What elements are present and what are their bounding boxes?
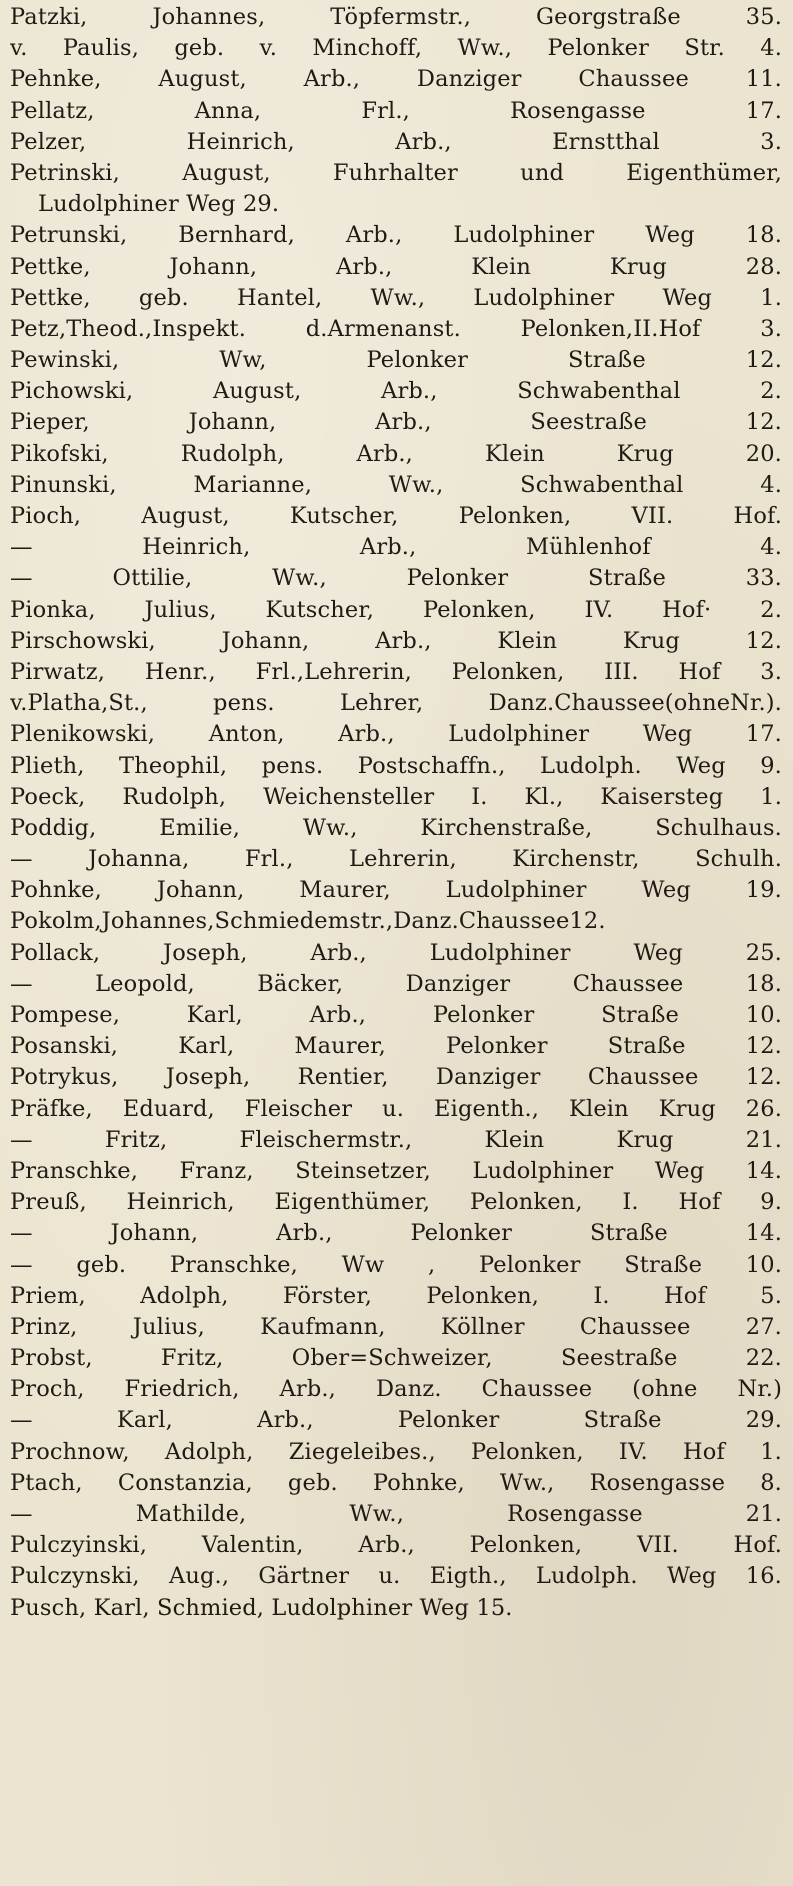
directory-entry: — Ottilie, Ww., Pelonker Straße 33. [10,565,782,592]
directory-entry: Probst, Fritz, Ober=Schweizer, Seestraße 22. [10,1345,782,1372]
directory-entry: Priem, Adolph, Förster, Pelonken, I. Hof 5. [10,1282,782,1309]
directory-entry: — geb. Pranschke, Ww , Pelonker Straße 10. [10,1251,782,1278]
directory-entry: Pionka, Julius, Kutscher, Pelonken, IV. Hof· 2. [10,596,782,623]
directory-entry: Pinunski, Marianne, Ww., Schwabenthal 4. [10,471,782,498]
directory-entry: Pulczynski, Aug., Gärtner u. Eigth., Ludolph. Weg 16. [10,1563,782,1590]
directory-entry: Potrykus, Joseph, Rentier, Danziger Chaussee 12. [10,1064,782,1091]
directory-entry-list [10,2,788,1624]
directory-entry: Petz,Theod.,Inspekt. d.Armenanst. Pelonken,II.Hof 3. [10,315,782,342]
directory-entry: — Mathilde, Ww., Rosengasse 21. [10,1501,782,1527]
directory-entry: Pelzer, Heinrich, Arb., Ernstthal 3. [10,128,782,155]
directory-entry: Pehnke, August, Arb., Danziger Chaussee 11. [10,66,782,93]
directory-entry: Poeck, Rudolph, Weichensteller I. Kl., Kaisersteg 1. [10,783,782,810]
directory-entry: — Leopold, Bäcker, Danziger Chaussee 18. [10,970,782,997]
directory-entry: Plenikowski, Anton, Arb., Ludolphiner Weg 17. [10,721,782,748]
directory-entry: Proch, Friedrich, Arb., Danz. Chaussee (ohne Nr.) [10,1376,782,1403]
directory-entry: Pohnke, Johann, Maurer, Ludolphiner Weg 19. [10,877,782,904]
directory-entry: Poddig, Emilie, Ww., Kirchenstraße, Schulhaus. [10,814,782,841]
directory-entry: — Heinrich, Arb., Mühlenhof 4. [10,534,782,561]
directory-entry: Pusch, Karl, Schmied, Ludolphiner Weg 15. [10,1594,513,1621]
directory-entry: Pompese, Karl, Arb., Pelonker Straße 10. [10,1002,782,1028]
directory-entry: Pioch, August, Kutscher, Pelonken, VII. Hof. [10,503,782,529]
directory-entry: Pirwatz, Henr., Frl.,Lehrerin, Pelonken, III. Hof 3. [10,658,782,685]
directory-entry: Pikofski, Rudolph, Arb., Klein Krug 20. [10,440,782,467]
directory-entry: Prochnow, Adolph, Ziegeleibes., Pelonken, IV. Hof 1. [10,1438,782,1465]
directory-entry: v. Paulis, geb. v. Minchoff, Ww., Pelonker Str. 4. [10,35,782,62]
directory-entry: Präfke, Eduard, Fleischer u. Eigenth., Klein Krug 26. [10,1095,782,1122]
directory-entry: Pettke, Johann, Arb., Klein Krug 28. [10,253,782,280]
directory-entry: Patzki, Johannes, Töpfermstr., Georgstraße 35. [10,4,782,30]
directory-entry: — Johanna, Frl., Lehrerin, Kirchenstr, Schulh. [10,846,782,873]
directory-entry: Pranschke, Franz, Steinsetzer, Ludolphiner Weg 14. [10,1157,782,1184]
directory-entry: Pichowski, August, Arb., Schwabenthal 2. [10,378,782,405]
directory-entry: — Fritz, Fleischermstr., Klein Krug 21. [10,1126,782,1153]
directory-entry: Ptach, Constanzia, geb. Pohnke, Ww., Rosengasse 8. [10,1469,782,1496]
directory-entry: v.Platha,St., pens. Lehrer, Danz.Chaussee(ohneNr.). [10,690,782,717]
directory-entry: Pollack, Joseph, Arb., Ludolphiner Weg 25. [10,939,782,966]
directory-entry: Pellatz, Anna, Frl., Rosengasse 17. [10,97,782,124]
directory-entry: Pulczyinski, Valentin, Arb., Pelonken, VII. Hof. [10,1532,782,1559]
directory-entry: Pettke, geb. Hantel, Ww., Ludolphiner Weg 1. [10,284,782,311]
directory-entry: Petrunski, Bernhard, Arb., Ludolphiner Weg 18. [10,222,782,249]
directory-entry: Preuß, Heinrich, Eigenthümer, Pelonken, I. Hof 9. [10,1189,782,1216]
directory-entry: Plieth, Theophil, pens. Postschaffn., Ludolph. Weg 9. [10,752,782,779]
directory-entry: Prinz, Julius, Kaufmann, Köllner Chaussee 27. [10,1313,782,1340]
directory-entry: Pieper, Johann, Arb., Seestraße 12. [10,409,782,436]
directory-entry: — Karl, Arb., Pelonker Straße 29. [10,1407,782,1434]
directory-entry-continuation: Ludolphiner Weg 29. [38,191,280,218]
directory-entry: Pirschowski, Johann, Arb., Klein Krug 12. [10,627,782,654]
directory-entry: Pewinski, Ww, Pelonker Straße 12. [10,347,782,374]
directory-entry: Posanski, Karl, Maurer, Pelonker Straße 12. [10,1033,782,1060]
directory-entry: Pokolm,Johannes,Schmiedemstr.,Danz.Chaussee12. [10,908,606,935]
directory-entry: — Johann, Arb., Pelonker Straße 14. [10,1220,782,1247]
directory-entry: Petrinski, August, Fuhrhalter und Eigenthümer, [10,159,782,186]
